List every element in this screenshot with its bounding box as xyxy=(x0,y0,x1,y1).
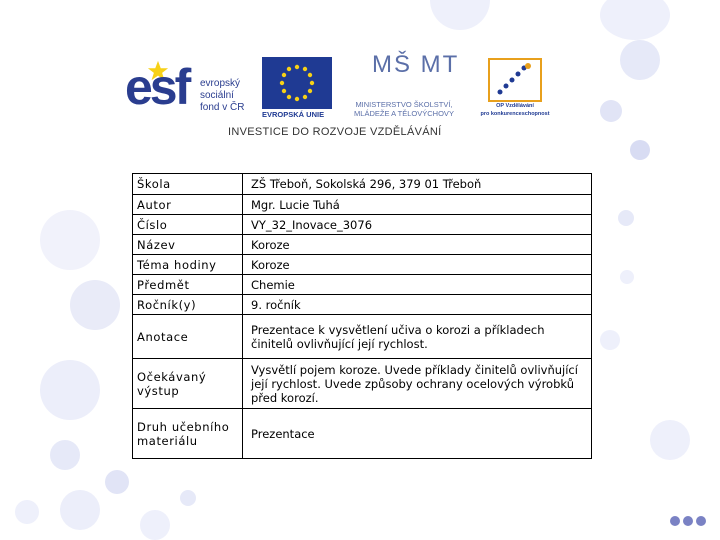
row-key: Ročník(y) xyxy=(133,295,243,315)
op-dots-icon xyxy=(490,60,540,100)
row-value: ZŠ Třeboň, Sokolská 296, 379 01 Třeboň xyxy=(243,174,592,195)
slide-decoration-dots xyxy=(670,516,706,526)
row-value: 9. ročník xyxy=(243,295,592,315)
msmt-logo: MŠ MT xyxy=(372,51,460,78)
op-logo xyxy=(488,58,542,102)
row-key: Název xyxy=(133,235,243,255)
row-value: VY_32_Inovace_3076 xyxy=(243,215,592,235)
msmt-label: MINISTERSTVO ŠKOLSTVÍ, MLÁDEŽE A TĚLOVÝCHOVY xyxy=(354,100,454,118)
row-key: Očekávaný výstup xyxy=(133,359,243,409)
row-key: Škola xyxy=(133,174,243,195)
row-key: Předmět xyxy=(133,275,243,295)
metadata-table xyxy=(132,173,592,459)
table-row xyxy=(133,359,592,409)
eu-stars-icon xyxy=(262,57,332,109)
logo-banner xyxy=(125,52,595,144)
row-key: Druh učebního materiálu xyxy=(133,409,243,459)
esf-logo xyxy=(125,52,255,122)
slogan: INVESTICE DO ROZVOJE VZDĚLÁVÁNÍ xyxy=(228,126,442,138)
dot-icon xyxy=(670,516,680,526)
row-key: Autor xyxy=(133,195,243,215)
table-row xyxy=(133,235,592,255)
eu-label: EVROPSKÁ UNIE xyxy=(262,110,325,119)
row-key: Číslo xyxy=(133,215,243,235)
row-value: Koroze xyxy=(243,235,592,255)
table-row xyxy=(133,174,592,195)
dot-icon xyxy=(683,516,693,526)
esf-text: evropský sociální fond v ČR xyxy=(200,78,245,113)
table-row xyxy=(133,255,592,275)
op-label: OP Vzdělávání pro konkurenceschopnost xyxy=(480,103,550,117)
esf-word: esf xyxy=(125,59,189,115)
table-row xyxy=(133,315,592,359)
table-row xyxy=(133,215,592,235)
row-value: Chemie xyxy=(243,275,592,295)
row-value: Prezentace xyxy=(243,409,592,459)
row-value: Prezentace k vysvětlení učiva o korozi a příkladech činitelů ovlivňující její rychlost. xyxy=(243,315,592,359)
row-value: Mgr. Lucie Tuhá xyxy=(243,195,592,215)
table-row xyxy=(133,409,592,459)
eu-flag xyxy=(262,57,332,109)
row-value: Koroze xyxy=(243,255,592,275)
table-row xyxy=(133,195,592,215)
row-key: Téma hodiny xyxy=(133,255,243,275)
table-row xyxy=(133,275,592,295)
dot-icon xyxy=(696,516,706,526)
row-value: Vysvětlí pojem koroze. Uvede příklady činitelů ovlivňující její rychlost. Uvede způsoby ochrany ocelových výrobků před korozí. xyxy=(243,359,592,409)
row-key: Anotace xyxy=(133,315,243,359)
table-row xyxy=(133,295,592,315)
